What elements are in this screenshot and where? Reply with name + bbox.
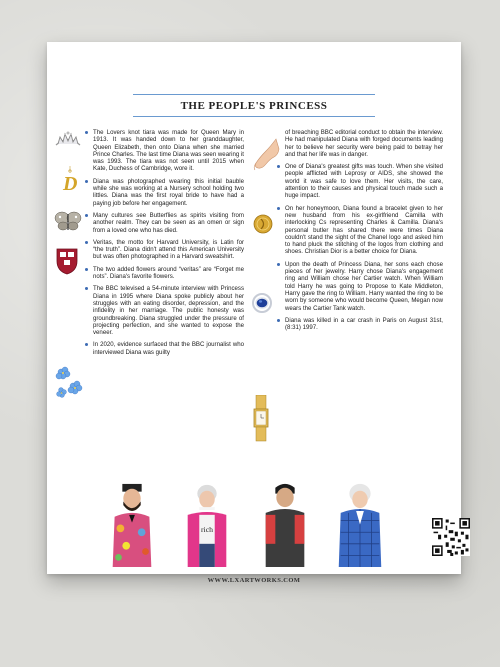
bullet: [85, 343, 88, 346]
bullet: [277, 207, 280, 210]
bullet: [85, 287, 88, 290]
list-item: of breaching BBC editorial conduct to obtain the interview. He had manipulated Diana with forged documents leading her to believe her security were being paid to betray her and that her life was in danger.: [285, 129, 443, 158]
bullet: [85, 241, 88, 244]
cartier-tank-watch-icon: [252, 395, 270, 443]
list-item: The two added flowers around “veritas” are “Forget me nots”. Diana's favorite flowers.: [93, 266, 244, 281]
list-item: Many cultures see Butterflies as spirits visiting from another realm. They can be seen as an omen or sign from a loved one who has died.: [93, 212, 244, 234]
qr-code-icon[interactable]: [432, 518, 470, 556]
figure-man-grey-tee: [257, 482, 313, 567]
bullet: [85, 131, 88, 134]
poster-sheet: [47, 42, 461, 584]
forget-me-not-flowers-icon: [53, 366, 83, 400]
list-item: Veritas, the motto for Harvard University, is Latin for “the truth”. Diana didn't attend this American University but was often photographed in a Harvard sweatshirt.: [93, 239, 244, 261]
bullet: [85, 180, 88, 183]
list-item: The BBC televised a 54-minute interview with Princess Diana in 1995 where Diana spoke publicly about her struggles with an eating disorder, depression, and the infidelity in her marriage. The public honesty was groundbreaking. Diana struggled under the pressure of projecting perfection, and she wanted to expose the veneer.: [93, 285, 244, 336]
figure-queen-pink-jacket: [179, 482, 235, 567]
list-item: One of Diana's greatest gifts was touch. When she visited people afflicted with Leprosy or AIDS, she showed the world it was safe to love them. Her visits, the care, attention to their causes and physical touch made such a huge impact.: [285, 163, 443, 199]
butterfly-icon: [54, 210, 82, 232]
list-item: Upon the death of Princess Diana, her sons each chose pieces of her jewelry. Harry chose Diana's engagement ring and William chose her Cartier watch. When William told Harry he was going to Propose to Kate Middleton, Harry gave the ring to William. Harry wanted the ring to be worn by someone who would become Queen, Megan now wears the Cartier Tank watch.: [285, 261, 443, 312]
hand-touch-icon: [252, 137, 280, 173]
figure-washington-blue-suit: [332, 482, 388, 567]
bullet: [85, 268, 88, 271]
bullet: [85, 214, 88, 217]
harvard-crest-icon: [55, 247, 79, 275]
sapphire-ring-icon: [251, 292, 273, 314]
tiara-icon: [55, 130, 81, 148]
gold-medallion-icon: [253, 214, 273, 234]
list-item: On her honeymoon, Diana found a bracelet given to her new husband from his ex-girlfriend Camilla with interlocking Cs representing Charles & Camilla. Diana's personal butler has shared there were times Diana couldn't stand the sight of the Chanel logo and asked him to hand pluck the stitching of the logos from clothing and shoes. Christian Dior is a better choice for Diana.: [285, 205, 443, 256]
list-item: Diana was killed in a car crash in Paris on August 31st, (8:31) 1997.: [285, 317, 443, 332]
bullet: [277, 263, 280, 266]
top-rule: [133, 94, 375, 95]
right-column: [285, 129, 443, 336]
svg-text:D: D: [63, 173, 78, 194]
list-item: In 2020, evidence surfaced that the BBC journalist who interviewed Diana was guilty: [93, 341, 244, 356]
list-item: Diana was photographed wearing this initial bauble while she was working at a Nursery school holding two littles. Diana was the first royal bride to have had a paying job before her engagement.: [93, 178, 244, 207]
left-column: [93, 129, 244, 361]
figure-lincoln-floral-suit: [102, 482, 162, 567]
bottom-rule: [133, 116, 375, 117]
page-title: THE PEOPLE'S PRINCESS: [180, 100, 328, 112]
bullet: [277, 319, 280, 322]
footer-website[interactable]: WWW.LXARTWORKS.COM: [207, 577, 301, 584]
list-item: The Lovers knot tiara was made for Queen Mary in 1913. It was handed down to her granddaughter, Queen Elizabeth, then onto Diana when she married Prince Charles. The last time Diana was seen wearing it was 1993. The tiara was not seen until 2015 when Kate, Duchess of Cambridge, wore it.: [93, 129, 244, 173]
shirt-text: rich: [200, 525, 214, 535]
initial-d-pendant-icon: [61, 166, 79, 194]
